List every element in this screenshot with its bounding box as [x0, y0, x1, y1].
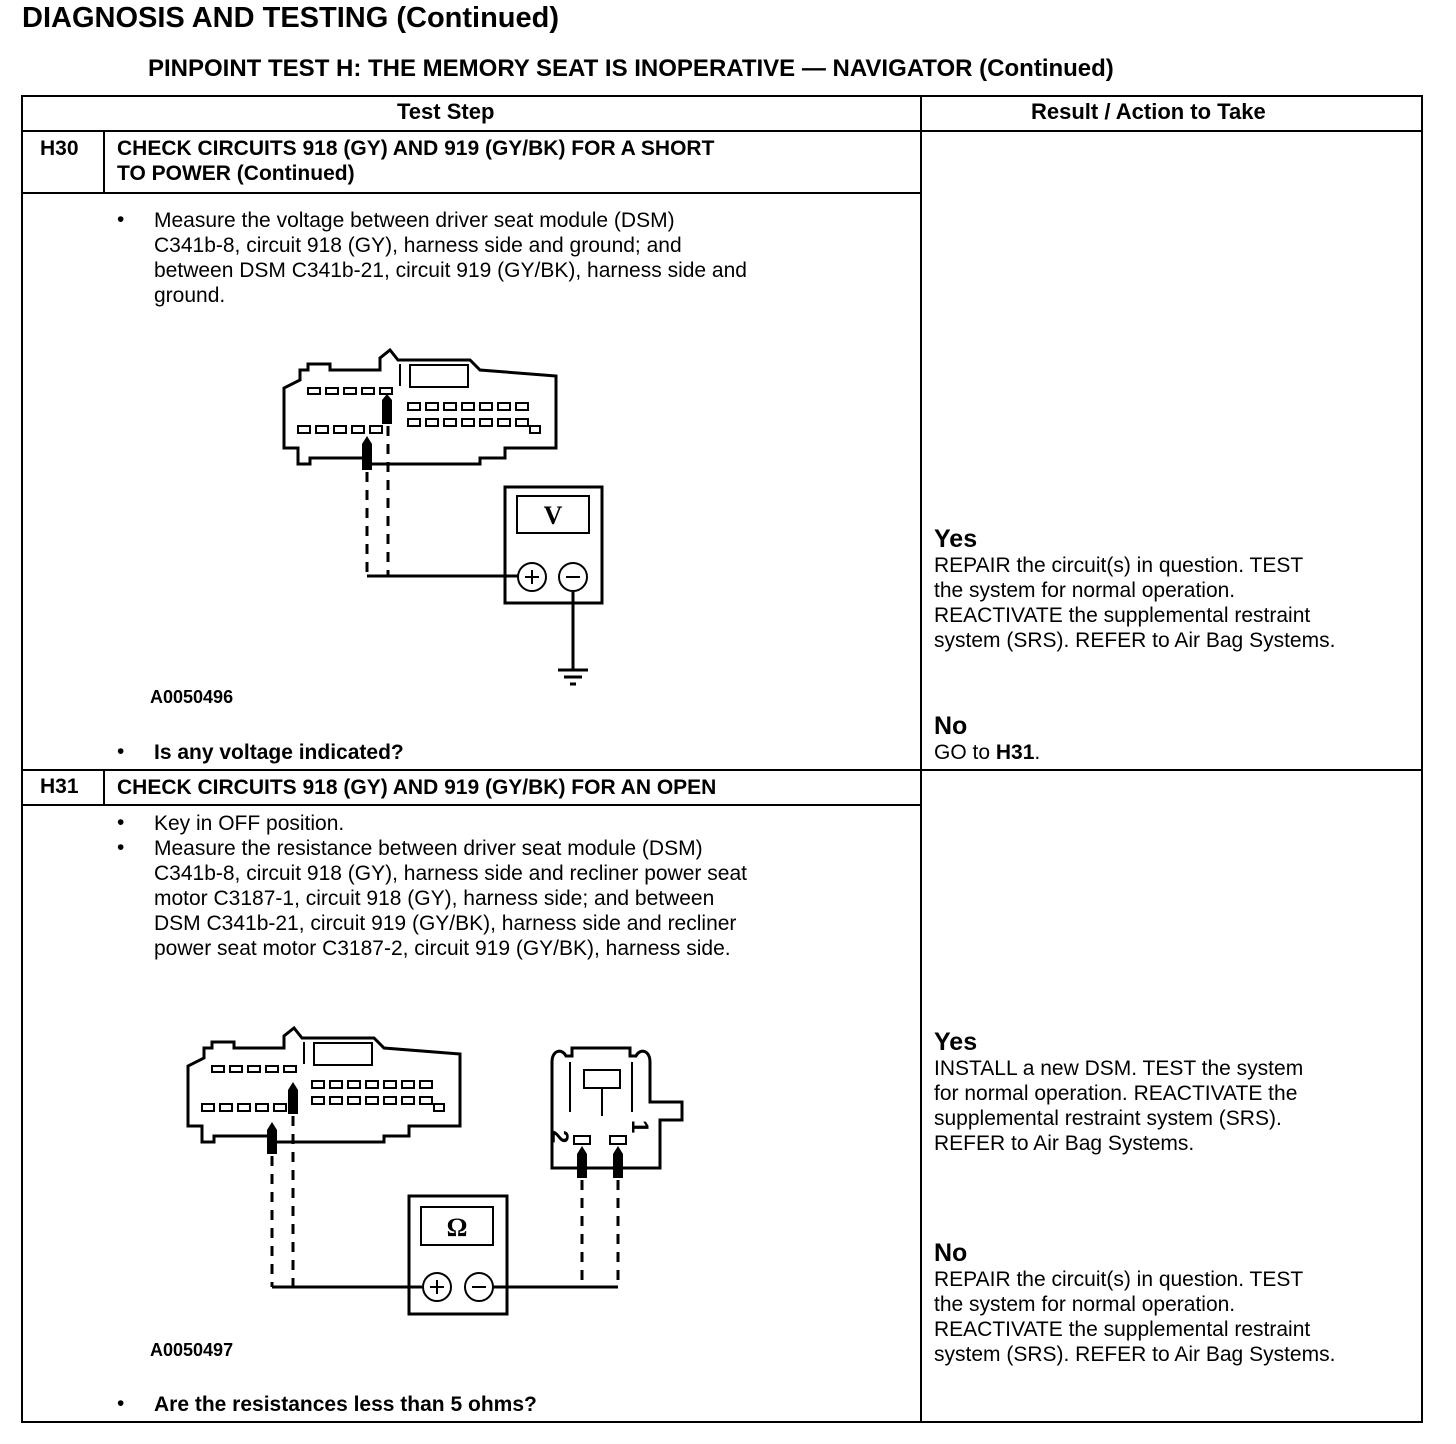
- figure-id: A0050496: [150, 687, 234, 707]
- result-yes-line: the system for normal operation.: [934, 579, 1236, 602]
- goto-h31-link[interactable]: H31: [995, 741, 1035, 764]
- bullet: •: [117, 836, 125, 859]
- meter-display-symbol: V: [543, 501, 563, 530]
- result-yes-line: INSTALL a new DSM. TEST the system: [934, 1057, 1304, 1080]
- header-bottom-border: [21, 130, 1423, 132]
- connector-pin-cavities: [298, 388, 540, 433]
- result-no-line: the system for normal operation.: [934, 1293, 1236, 1316]
- column-header-test-step: Test Step: [397, 99, 495, 124]
- result-yes-line: supplemental restraint system (SRS).: [934, 1107, 1282, 1130]
- result-yes-line: system (SRS). REFER to Air Bag Systems.: [934, 629, 1336, 652]
- instruction-line: DSM C341b-21, circuit 919 (GY/BK), harness side and recliner: [154, 912, 737, 935]
- table-left-border: [21, 95, 23, 1423]
- h31-title-border: [21, 804, 922, 806]
- motor-pin-label-1: 1: [626, 1120, 653, 1134]
- no-action-prefix: GO to: [934, 741, 996, 764]
- meter-display-symbol: Ω: [446, 1213, 468, 1242]
- voltmeter: [505, 487, 602, 603]
- h31-id-divider: [103, 769, 105, 805]
- no-action-suffix: .: [1034, 741, 1041, 764]
- result-no-line: system (SRS). REFER to Air Bag Systems.: [934, 1343, 1336, 1366]
- resistance-test-diagram: [170, 1020, 700, 1320]
- step-title-line: TO POWER (Continued): [117, 162, 355, 185]
- ohmmeter: [409, 1196, 507, 1314]
- motor-test-probes: [577, 1146, 623, 1178]
- step-question: Is any voltage indicated?: [154, 741, 404, 764]
- result-no-label: No: [934, 712, 968, 740]
- result-yes-line: for normal operation. REACTIVATE the: [934, 1082, 1298, 1105]
- result-yes-line: REFER to Air Bag Systems.: [934, 1132, 1195, 1155]
- page-title: DIAGNOSIS AND TESTING (Continued): [22, 2, 560, 34]
- step-title-line: CHECK CIRCUITS 918 (GY) AND 919 (GY/BK) FOR A SHORT: [117, 137, 715, 160]
- step-divider: [21, 769, 1423, 771]
- bullet: •: [117, 740, 125, 763]
- instruction-line: motor C3187-1, circuit 918 (GY), harness side; and between: [154, 887, 715, 910]
- bullet: •: [117, 1392, 125, 1415]
- instruction-line: between DSM C341b-21, circuit 919 (GY/BK), harness side and: [154, 259, 747, 282]
- result-yes-label: Yes: [934, 525, 978, 553]
- h30-id-divider: [103, 130, 105, 193]
- column-divider: [920, 95, 922, 1423]
- step-title-line: CHECK CIRCUITS 918 (GY) AND 919 (GY/BK) FOR AN OPEN: [117, 776, 717, 799]
- instruction-line: C341b-8, circuit 918 (GY), harness side and recliner power seat: [154, 862, 747, 885]
- result-no-line: REACTIVATE the supplemental restraint: [934, 1318, 1311, 1341]
- result-no-label: No: [934, 1239, 968, 1267]
- result-no-line: REPAIR the circuit(s) in question. TEST: [934, 1268, 1304, 1291]
- instruction-line: Measure the voltage between driver seat module (DSM): [154, 209, 675, 232]
- result-yes-label: Yes: [934, 1028, 978, 1056]
- pinpoint-test-subtitle: PINPOINT TEST H: THE MEMORY SEAT IS INOPERATIVE — NAVIGATOR (Continued): [148, 55, 1114, 82]
- instruction-line: Measure the resistance between driver seat module (DSM): [154, 837, 703, 860]
- column-header-result: Result / Action to Take: [1031, 99, 1266, 124]
- motor-pin-label-2: 2: [546, 1130, 573, 1144]
- table-right-border: [1421, 95, 1423, 1423]
- bullet: •: [117, 208, 125, 231]
- figure-id: A0050497: [150, 1340, 234, 1360]
- connector-pin-cavities: [202, 1066, 444, 1111]
- step-question: Are the resistances less than 5 ohms?: [154, 1393, 537, 1416]
- voltage-test-diagram: [270, 340, 630, 700]
- step-id: H30: [40, 137, 79, 160]
- step-id: H31: [40, 775, 79, 798]
- result-yes-line: REACTIVATE the supplemental restraint: [934, 604, 1311, 627]
- instruction-line: ground.: [154, 284, 226, 307]
- bullet: •: [117, 811, 125, 834]
- instruction-line: power seat motor C3187-2, circuit 919 (GY/BK), harness side.: [154, 937, 731, 960]
- instruction-line: C341b-8, circuit 918 (GY), harness side and ground; and: [154, 234, 682, 257]
- result-yes-line: REPAIR the circuit(s) in question. TEST: [934, 554, 1304, 577]
- result-no-action: [934, 740, 1040, 765]
- table-bottom-border: [21, 1421, 1423, 1423]
- instruction-line: Key in OFF position.: [154, 812, 345, 835]
- table-top-border: [21, 95, 1423, 97]
- h30-title-border: [21, 192, 922, 194]
